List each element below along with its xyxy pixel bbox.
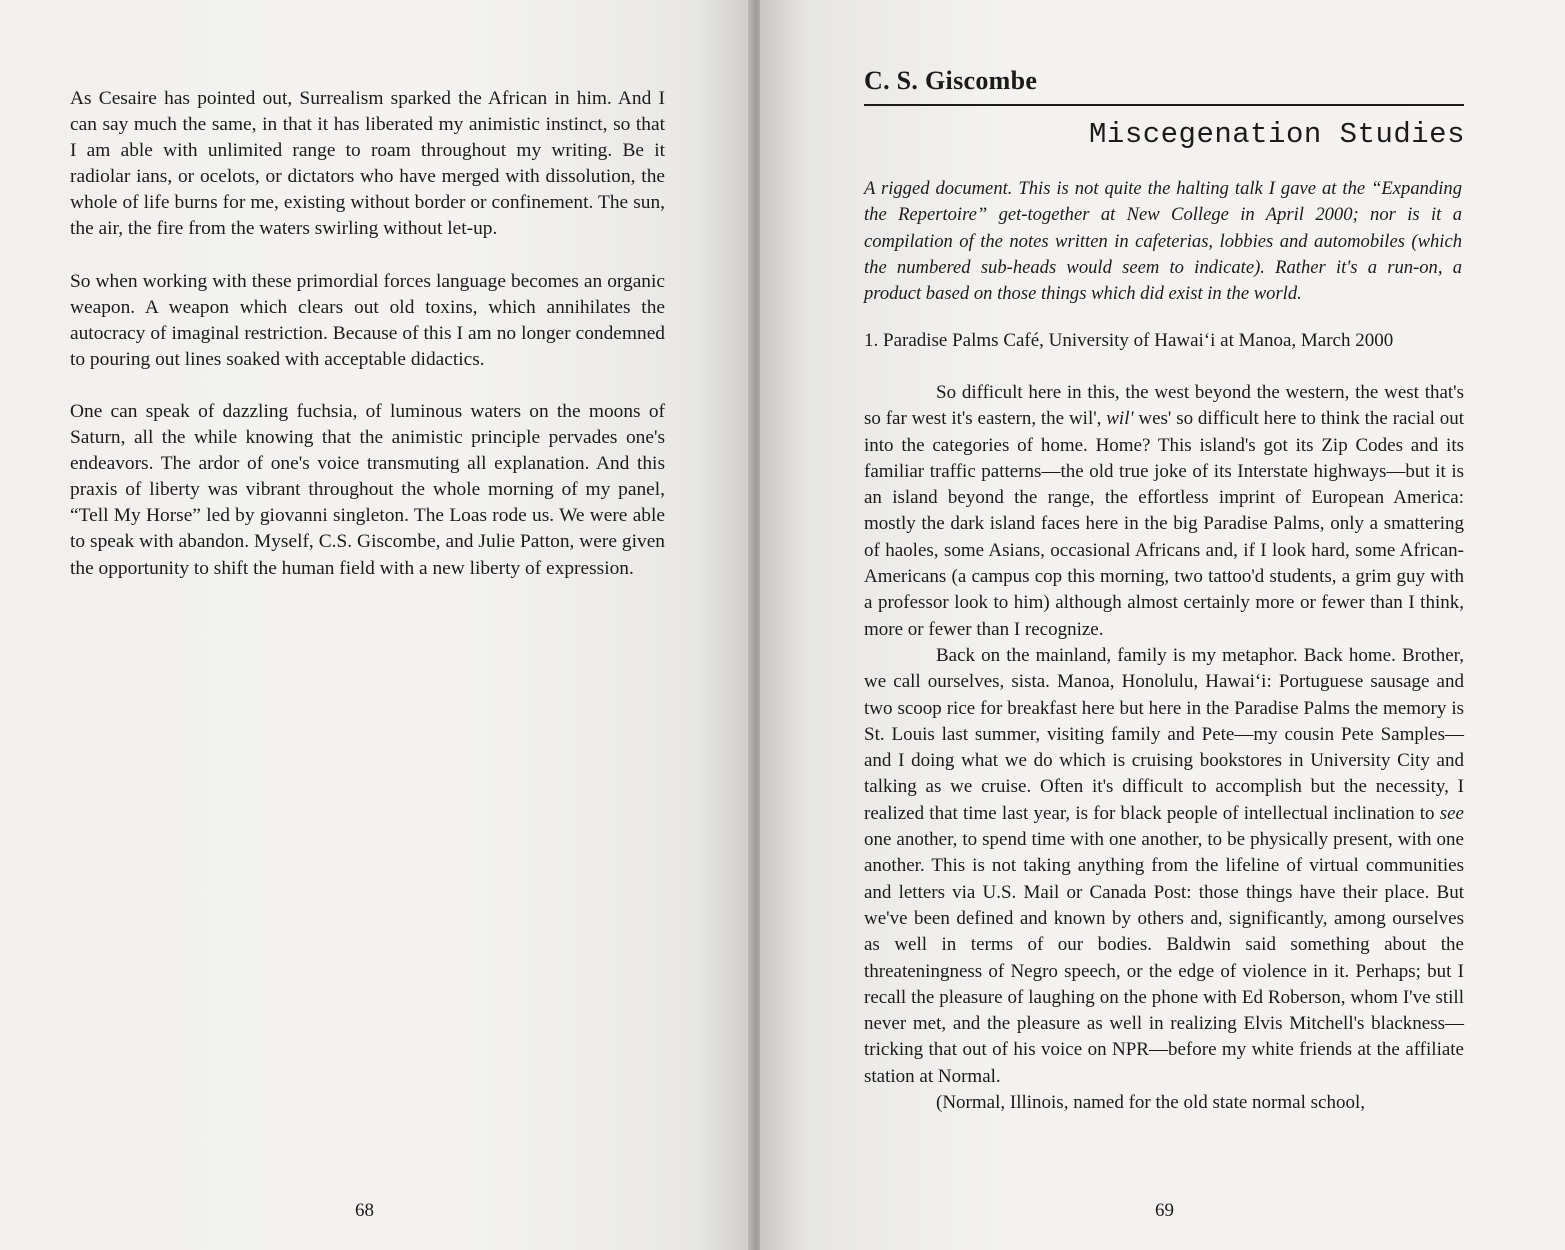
left-page xyxy=(0,0,752,1250)
text-run: So difficult here in this, the west beyond the western, the west that's so far west it's eastern, the wil', xyxy=(864,382,1464,430)
paragraph: As Cesaire has pointed out, Surrealism sparked the African in him. And I can say much the same, in that it has liberated my animistic instinct, so that I am able with unlimited range to roam throughout my writing. Be it radiolar ians, or ocelots, or dictators who have merged with dissolution, the whole of life burns for me, existing without border or confinement. The sun, the air, the fire from the waters swirling without let-up. xyxy=(70,88,665,240)
right-page xyxy=(760,0,1565,1250)
author-name: C. S. Giscombe xyxy=(864,66,1038,95)
text-run: Back on the mainland, family is my metaphor. Back home. Brother, we call ourselves, sista. Manoa, Honolulu, Hawai‘i: Portuguese sausage and two scoop rice for breakfast here but here in the Paradise Palms the memory is St. Louis last summer, visiting family and Pete—my cousin Pete Samples—and I doing what we do which is cruising bookstores in University City and talking as we cruise. Often it's difficult to accomplish but the necessity, I realized that time last year, is for black people of intellectual inclination to xyxy=(864,644,1464,824)
paragraph xyxy=(864,380,1464,643)
essay-body xyxy=(864,380,1464,1116)
title-rule xyxy=(864,104,1464,106)
paragraph: (Normal, Illinois, named for the old state normal school, xyxy=(936,1092,1365,1114)
text-run: wes' so difficult here to think the racial out into the categories of home. Home? This island's got its Zip Codes and its familiar traffic patterns—the old true joke of its Interstate highways—but it is an island beyond the range, the effortless imprint of European America: mostly the dark island faces here in the big Paradise Palms, only a smattering of haoles, some Asians, occasional Africans and, if I look hard, some African-Americans (a campus cop this morning, two tattoo'd students, a grim guy with a professor look to him) although almost certainly more or fewer than I think, more or fewer than I recognize. xyxy=(864,408,1464,640)
page-number: 68 xyxy=(355,1200,374,1221)
paragraph xyxy=(864,643,1464,1090)
left-page-text xyxy=(70,86,665,608)
page-number: 69 xyxy=(1155,1200,1174,1221)
text-run: one another, to spend time with one another, to be physically present, with one another. This is not taking anything from the lifeline of virtual communities and letters via U.S. Mail or Canada Post: those things have their place. But we've been defined and known by others and, significantly, among ourselves as well in terms of our bodies. Baldwin said something about the threateningness of Negro speech, or the edge of violence in it. Perhaps; but I recall the pleasure of laughing on the phone with Ed Roberson, whom I've still never met, and the pleasure as well in realizing Elvis Mitchell's blackness—tricking that out of his voice on NPR—before my white friends at the affiliate station at Normal. xyxy=(864,829,1464,1087)
paragraph: One can speak of dazzling fuchsia, of luminous waters on the moons of Saturn, all the while knowing that the animistic principle pervades one's endeavors. The ardor of one's voice transmuting all explanation. And this praxis of liberty was vibrant throughout the whole morning of my panel, “Tell My Horse” led by giovanni singleton. The Loas rode us. We were able to speak with abandon. Myself, C.S. Giscombe, and Julie Patton, were given the opportunity to shift the human field with a new liberty of expression. xyxy=(70,400,665,579)
paragraph: So when working with these primordial forces language becomes an organic weapon. A weapon which clears out old toxins, which annihilates the autocracy of imaginal restriction. Because of this I am no longer condemned to pouring out lines soaked with acceptable didactics. xyxy=(70,270,665,370)
section-heading: 1. Paradise Palms Café, University of Hawai‘i at Manoa, March 2000 xyxy=(864,330,1394,351)
emphasis: wil' xyxy=(1106,408,1134,430)
emphasis: see xyxy=(1439,802,1464,824)
intro-note: A rigged document. This is not quite the halting talk I gave at the “Expanding the Repertoire” get-together at New College in April 2000; nor is it a compilation of the notes written in cafeterias, lobbies and automobiles (which the numbered sub-heads would seem to indicate). Rather it's a run-on, a product based on those things which did exist in the world. xyxy=(864,178,1462,305)
essay-title: Miscegenation Studies xyxy=(1089,118,1465,151)
